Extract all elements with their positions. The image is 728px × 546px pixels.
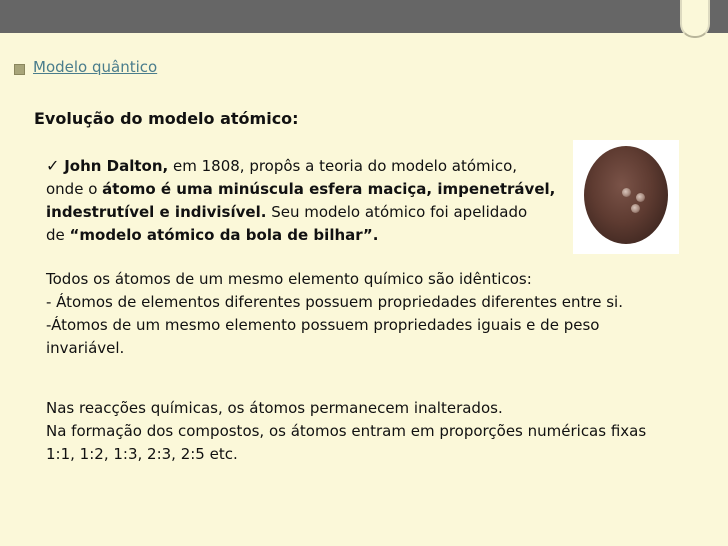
dalton-line-1-text: em 1808, propôs a teoria do modelo atómico, xyxy=(168,157,518,175)
dalton-line-1 xyxy=(46,154,566,178)
checkmark-icon: ✓ xyxy=(46,156,60,175)
dalton-line-3-text: Seu modelo atómico foi apelidado xyxy=(266,203,528,221)
atoms-line-1: Todos os átomos de um mesmo elemento químico são idênticos: xyxy=(46,270,532,288)
top-tab-decoration xyxy=(680,0,710,38)
dalton-line-3-bold: indestrutível e indivisível. xyxy=(46,203,267,221)
dalton-line-3 xyxy=(46,201,566,224)
reactions-paragraph xyxy=(46,397,686,466)
reactions-line-3: 1:1, 1:2, 1:3, 2:3, 2:5 etc. xyxy=(46,445,238,463)
ball-hole xyxy=(622,188,631,197)
dalton-line-2-text: onde o xyxy=(46,180,103,198)
ball-hole xyxy=(636,193,645,202)
billiard-ball-icon xyxy=(584,146,668,244)
atoms-paragraph xyxy=(46,268,686,360)
atoms-line-2: - Átomos de elementos diferentes possuem propriedades diferentes entre si. xyxy=(46,293,623,311)
atoms-line-3: -Átomos de um mesmo elemento possuem propriedades iguais e de peso xyxy=(46,316,600,334)
reactions-line-2: Na formação dos compostos, os átomos entram em proporções numéricas fixas xyxy=(46,422,647,440)
ball-hole xyxy=(631,204,640,213)
dalton-line-2-bold: átomo é uma minúscula esfera maciça, impenetrável, xyxy=(102,180,556,198)
dalton-line-4-bold: “modelo atómico da bola de bilhar”. xyxy=(69,226,379,244)
dalton-name: John Dalton, xyxy=(64,157,169,175)
reactions-line-1: Nas reacções químicas, os átomos permanecem inalterados. xyxy=(46,399,503,417)
top-bar xyxy=(0,0,728,33)
dalton-line-4 xyxy=(46,224,566,247)
atoms-line-4: invariável. xyxy=(46,339,125,357)
dalton-line-2 xyxy=(46,178,566,201)
dalton-line-4-text: de xyxy=(46,226,70,244)
slide-subheading: Evolução do modelo atómico: xyxy=(34,109,299,128)
slide-heading-link[interactable]: Modelo quântico xyxy=(33,58,158,76)
dalton-paragraph xyxy=(46,154,566,247)
square-bullet-icon xyxy=(14,64,25,75)
billiard-ball-image xyxy=(573,140,679,254)
